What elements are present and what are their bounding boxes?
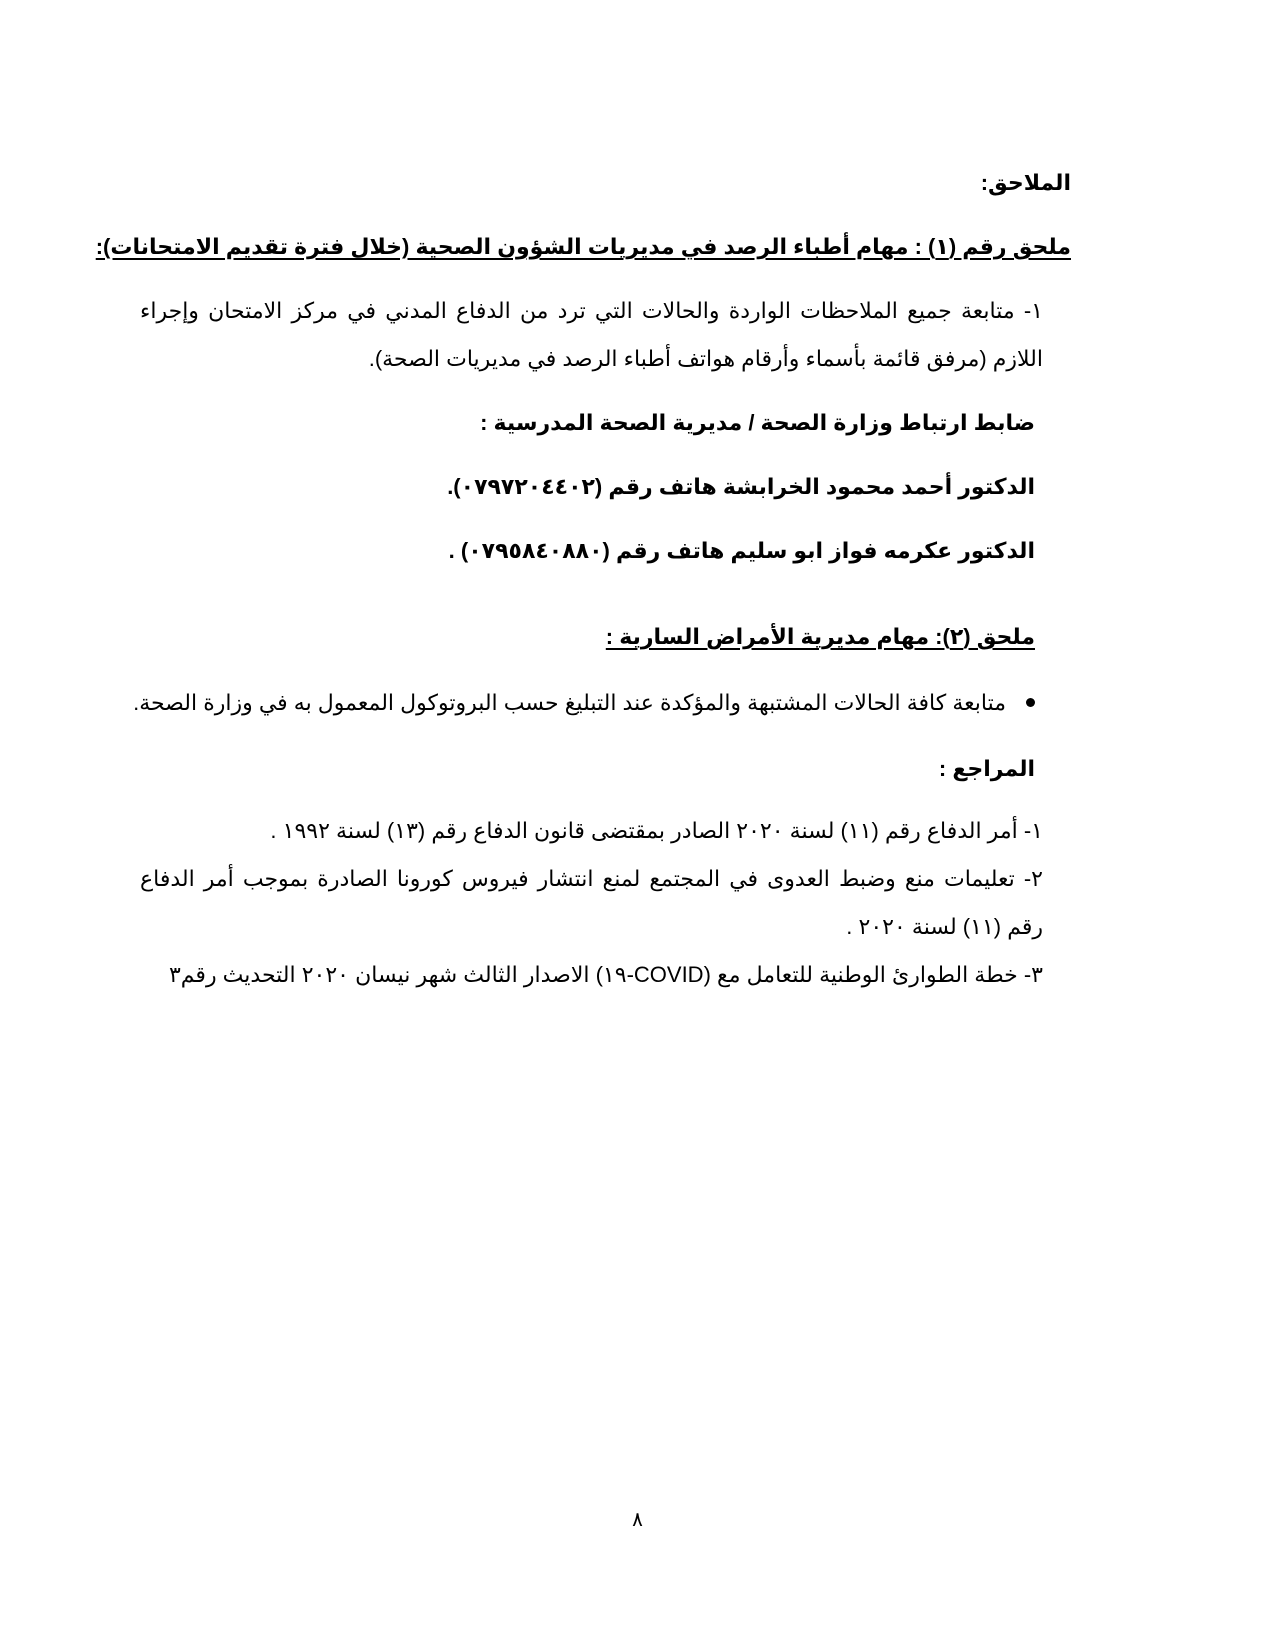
- annex2-bullet-text: متابعة كافة الحالات المشتبهة والمؤكدة عند التبليغ حسب البروتوكول المعمول به في وزارة الصحة.: [133, 690, 1006, 715]
- reference-2-line2: رقم (١١) لسنة ٢٠٢٠ .: [846, 914, 1043, 939]
- references-title: المراجع :: [938, 756, 1035, 781]
- annex1-title: ملحق رقم (١) : مهام أطباء الرصد في مديريات الشؤون الصحية (خلال فترة تقديم الامتحانات):: [95, 234, 1071, 259]
- annexes-heading: الملاحق:: [980, 170, 1071, 195]
- reference-2-line1: ٢- تعليمات منع وضبط العدوى في المجتمع لمنع انتشار فيروس كورونا الصادرة بموجب أمر الدفاع: [140, 866, 1043, 891]
- annex2-bullet-item: [133, 688, 1035, 718]
- page-number: ٨: [632, 1509, 643, 1531]
- annex2-title: ملحق (٢): مهام مديرية الأمراض السارية :: [605, 624, 1035, 649]
- reference-3: ٣- خطة الطوارئ الوطنية للتعامل مع (COVID-١٩) الاصدار الثالث شهر نيسان ٢٠٢٠ التحديث رقم٣: [168, 962, 1043, 987]
- liaison-title: ضابط ارتباط وزارة الصحة / مديرية الصحة المدرسية :: [480, 410, 1035, 435]
- annex1-item1-line1: ١- متابعة جميع الملاحظات الواردة والحالات التي ترد من الدفاع المدني في مركز الامتحان وإجراء: [140, 298, 1043, 323]
- doctor-2-contact: الدكتور عكرمه فواز ابو سليم هاتف رقم (٠٧٩٥٨٤٠٨٨٠) .: [448, 538, 1035, 563]
- doctor-1-contact: الدكتور أحمد محمود الخرابشة هاتف رقم (٠٧٩٧٢٠٤٤٠٢).: [447, 474, 1035, 499]
- bullet-icon: [1026, 698, 1035, 707]
- reference-1: ١- أمر الدفاع رقم (١١) لسنة ٢٠٢٠ الصادر بمقتضى قانون الدفاع رقم (١٣) لسنة ١٩٩٢ .: [270, 818, 1043, 843]
- annex1-item1-line2: اللازم (مرفق قائمة بأسماء وأرقام هواتف أطباء الرصد في مديريات الصحة).: [368, 346, 1043, 371]
